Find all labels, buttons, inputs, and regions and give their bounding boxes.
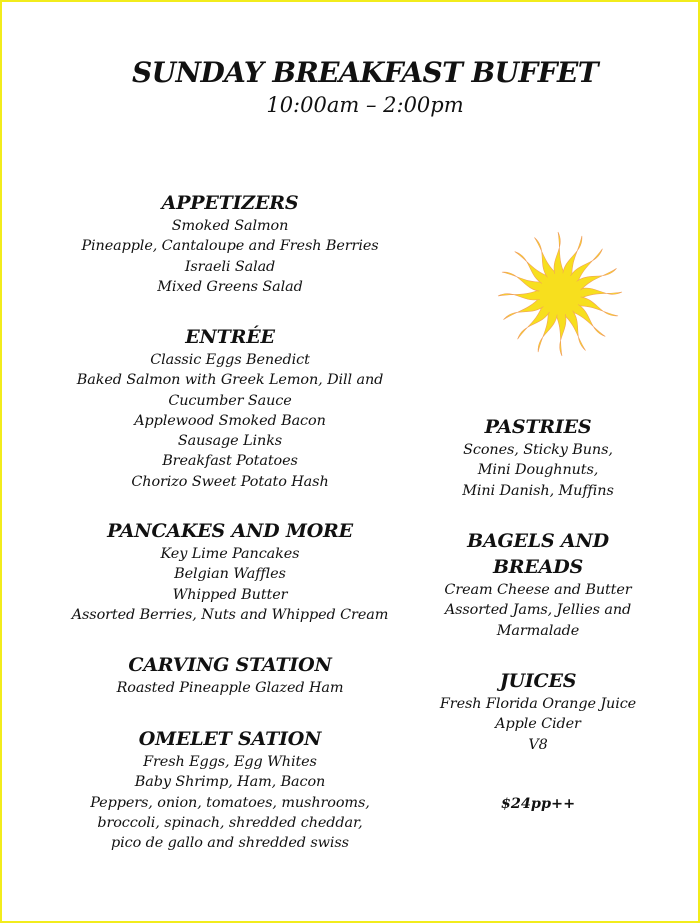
menu-item: Assorted Berries, Nuts and Whipped Cream (71, 606, 389, 623)
menu-item: Whipped Butter (172, 586, 288, 603)
section-heading: BAGELS AND (467, 530, 609, 552)
price-label: $24pp++ (500, 795, 576, 812)
menu-item: Peppers, onion, tomatoes, mushrooms, (90, 794, 370, 811)
menu-item: Roasted Pineapple Glazed Ham (116, 680, 344, 696)
menu-item: Scones, Sticky Buns, (463, 442, 613, 458)
menu-item: Cucumber Sauce (168, 392, 292, 409)
menu-item: Baby Shrimp, Ham, Bacon (134, 774, 326, 791)
menu-item: Pineapple, Cantaloupe and Fresh Berries (81, 238, 379, 255)
menu-item: Mini Danish, Muffins (462, 482, 614, 499)
menu-item: Cream Cheese and Butter (444, 582, 632, 598)
section-entree (55, 324, 405, 492)
sun-ray (554, 232, 565, 275)
sun-ray (555, 313, 566, 356)
menu-item: pico de gallo and shredded swiss (111, 835, 349, 852)
menu-item: Breakfast Potatoes (162, 453, 298, 470)
menu-item: Sausage Links (177, 433, 283, 450)
menu-item: broccoli, spinach, shredded cheddar, (97, 814, 363, 831)
section-heading: CARVING STATION (128, 654, 332, 676)
section-heading: APPETIZERS (161, 192, 299, 214)
menu-item: Fresh Florida Orange Juice (439, 696, 637, 712)
menu-title: SUNDAY BREAKFAST BUFFET (132, 56, 598, 89)
sun-icon (494, 228, 626, 360)
section-heading: BREADS (492, 556, 584, 578)
menu-item: Applewood Smoked Bacon (134, 412, 326, 429)
section-pancakes (55, 518, 405, 625)
section-heading: PASTRIES (484, 416, 592, 438)
section-pastries (420, 414, 656, 501)
menu-item: Key Lime Pancakes (160, 546, 300, 562)
menu-item: Chorizo Sweet Potato Hash (131, 473, 329, 490)
menu-item: Marmalade (496, 622, 580, 639)
menu-item: V8 (528, 736, 548, 753)
section-heading: PANCAKES AND MORE (107, 520, 353, 542)
menu-item: Baked Salmon with Greek Lemon, Dill and (76, 372, 384, 389)
menu-item: Classic Eggs Benedict (150, 352, 310, 368)
menu-item: Israeli Salad (184, 258, 276, 275)
menu-item: Fresh Eggs, Egg Whites (143, 754, 317, 770)
section-carving (55, 652, 405, 698)
menu-item: Belgian Waffles (174, 566, 286, 583)
menu-item: Mini Doughnuts, (477, 462, 599, 479)
section-juices (420, 668, 656, 755)
sun-ray (498, 289, 541, 300)
section-omelet (55, 726, 405, 853)
section-heading: ENTRÉE (185, 326, 275, 348)
menu-item: Mixed Greens Salad (157, 278, 303, 295)
menu-item: Smoked Salmon (171, 218, 289, 234)
menu-hours: 10:00am – 2:00pm (266, 93, 464, 117)
menu-item: Assorted Jams, Jellies and (444, 602, 632, 619)
section-appetizers (55, 190, 405, 297)
section-bagels (420, 528, 656, 641)
section-heading: JUICES (499, 670, 577, 692)
section-heading: OMELET SATION (138, 728, 322, 750)
sun-ray (579, 288, 622, 299)
menu-item: Apple Cider (495, 716, 581, 733)
